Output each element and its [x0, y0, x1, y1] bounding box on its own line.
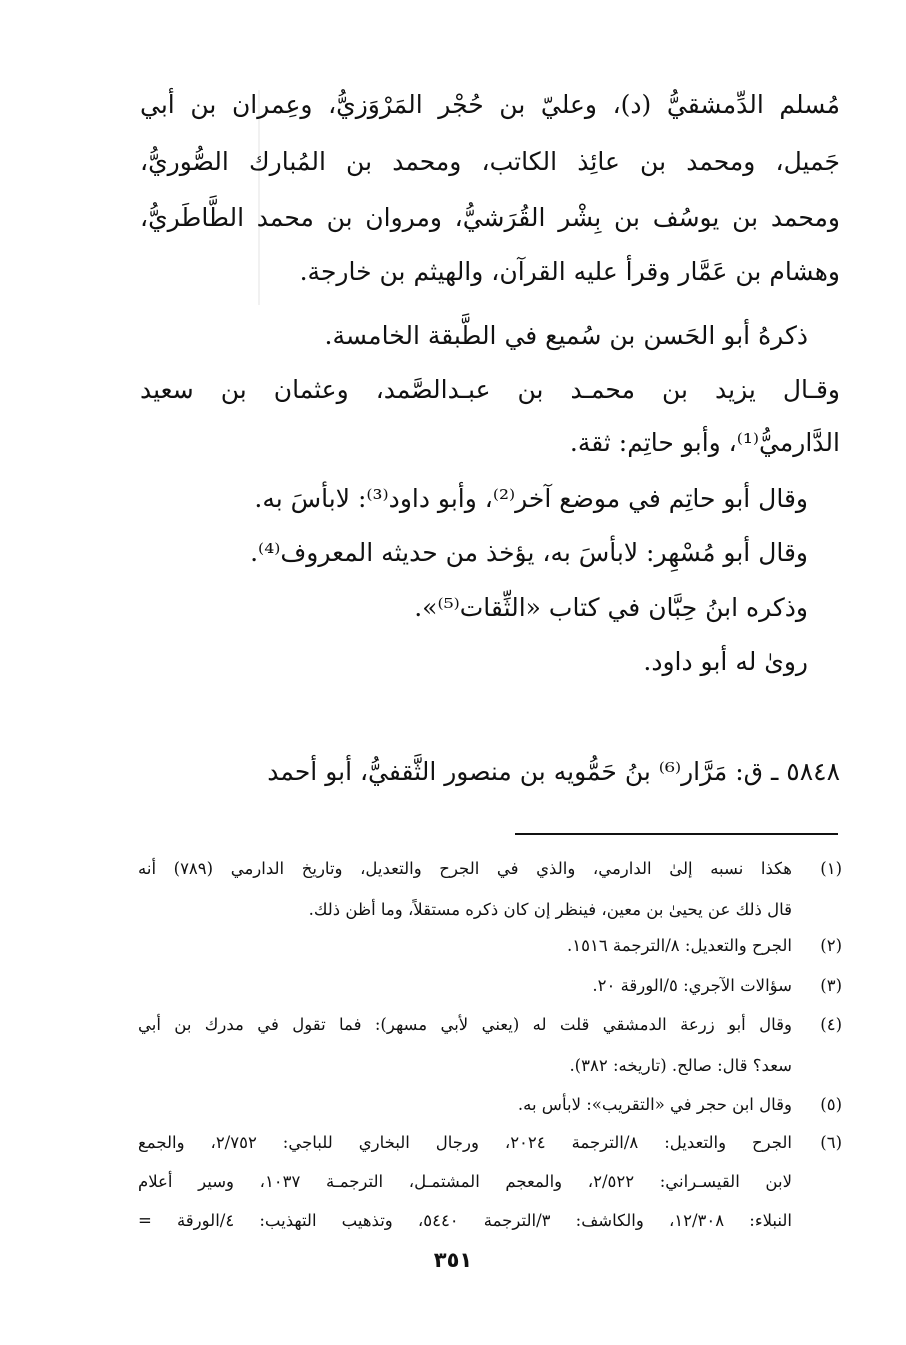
body-line: وقـال يزيد بن محمـد بن عبـدالصَّمد، وعثمان بن سعيد: [140, 375, 840, 404]
footnote-line: هكذا نسبه إلىٰ الدارمي، والذي في الجرح والتعديل، وتاريخ الدارمي (٧٨٩) أنه: [138, 859, 792, 878]
body-line: جَميل، ومحمد بن عائِذ الكاتب، ومحمد بن المُبارك الصُّوريُّ،: [140, 147, 840, 176]
footnote-number: (٣): [820, 976, 842, 995]
footnote-separator: [515, 833, 838, 835]
footnote-line: سعد؟ قال: صالح. (تاريخه: ٣٨٢).: [569, 1056, 792, 1075]
body-line: وذكره ابنُ حِبَّان في كتاب «الثِّقات⁽⁵⁾».: [414, 593, 808, 622]
footnote-line: وقال ابن حجر في «التقريب»: لابأس به.: [517, 1095, 792, 1114]
entry-heading: ٥٨٤٨ ـ ق: مَرَّار⁽⁶⁾ بنُ حَمُّويه بن منصور الثَّقفيُّ، أبو أحمد: [267, 757, 840, 786]
footnote: [138, 858, 842, 918]
footnote-line: النبلاء: ١٢/٣٠٨، والكاشف: ٣/الترجمة ٥٤٤٠، وتذهيب التهذيب: ٤/الورقة =: [138, 1211, 792, 1230]
footnote-number: (٥): [820, 1095, 842, 1114]
body-line: مُسلم الدِّمشقيُّ (د)، وعليّ بن حُجْر المَرْوَزيُّ، وعِمران بن أبي: [140, 90, 840, 119]
footnote-line: الجرح والتعديل: ٨/الترجمة ٢٠٢٤، ورجال البخاري للباجي: ٢/٧٥٢، والجمع: [138, 1133, 792, 1152]
page-number: ٣٥١: [433, 1248, 473, 1272]
footnote-number: (٦): [820, 1133, 842, 1152]
body-line: ومحمد بن يوسُف بن بِشْر القُرَشيُّ، ومروان بن محمد الطَّاطَريُّ،: [140, 203, 840, 232]
body-line: الدَّارميُّ⁽¹⁾، وأبو حاتِم: ثقة.: [569, 428, 840, 457]
footnote: [138, 1014, 842, 1074]
body-line: وقال أبو مُسْهِر: لابأسَ به، يؤخذ من حديثه المعروف⁽⁴⁾.: [250, 538, 808, 567]
footnote-line: لابن القيسـراني: ٢/٥٢٢، والمعجم المشتمـل، الترجمـة ١٠٣٧، وسير أعلام: [138, 1172, 792, 1191]
body-line: وقال أبو حاتِم في موضع آخر⁽²⁾، وأبو داود⁽³⁾: لابأسَ به.: [254, 484, 808, 513]
footnote-number: (٤): [820, 1015, 842, 1034]
footnote-line: وقال أبو زرعة الدمشقي قلت له (يعني لأبي مسهر): فما تقول في مدرك بن أبي: [138, 1015, 792, 1034]
footnote-line: الجرح والتعديل: ٨/الترجمة ١٥١٦.: [566, 936, 792, 955]
footnote-number: (٢): [820, 936, 842, 955]
body-line: روىٰ له أبو داود.: [643, 647, 808, 676]
body-line: وهشام بن عَمَّار وقرأ عليه القرآن، والهيثم بن خارجة.: [299, 257, 840, 286]
footnote-number: (١): [820, 859, 842, 878]
footnote-line: قال ذلك عن يحيىٰ بن معين، فينظر إن كان ذكره مستقلاً، وما أظن ذلك.: [308, 900, 792, 919]
footnote: [138, 975, 842, 1001]
footnote: [138, 1132, 842, 1236]
body-line: ذكرهُ أبو الحَسن بن سُميع في الطَّبقة الخامسة.: [324, 321, 808, 350]
footnote-line: سؤالات الآجري: ٥/الورقة ٢٠.: [592, 976, 792, 995]
footnote: [138, 1094, 842, 1120]
footnote: [138, 935, 842, 961]
